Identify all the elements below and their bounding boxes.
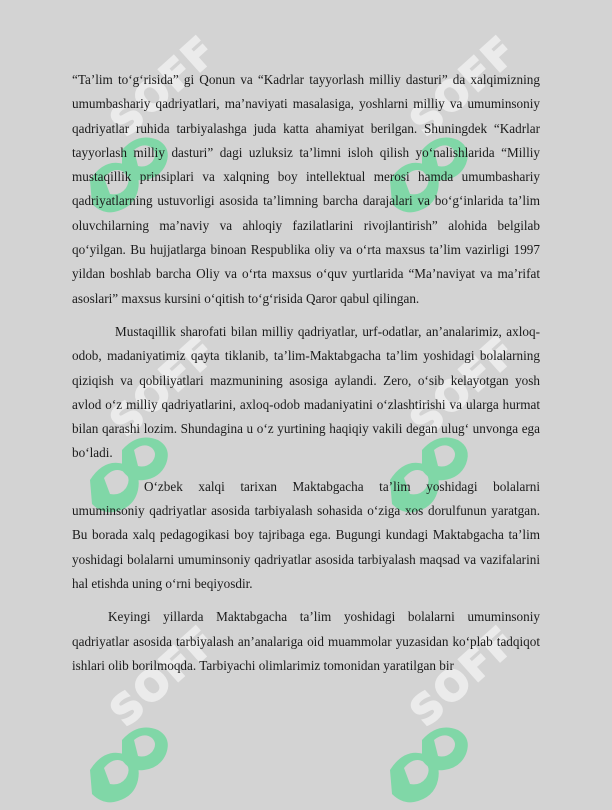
paragraph-3: O‘zbek xalqi tarixan Maktabgacha ta’lim yoshidagi bolalarni umuminsoniy qadriyatlar asosida tarbiyalash sohasida o‘ziga xos dorulfunun yaratgan. Bu borada xalq pedagogikasi boy tajribaga ega. Bugungi kundagi Maktabgacha ta’lim yoshidagi bolalarni umuminsoniy qadriyatlar asosida tarbiyalash maqsad va vazifalarini hal etishda uning o‘rni beqiyosdir. <box>72 478 540 591</box>
paragraph-2: Mustaqillik sharofati bilan milliy qadriyatlar, urf-odatlar, an’analarimiz, axloq-odob, madaniyatimiz qayta tiklanib, ta’lim-Maktabgacha ta’lim yoshidagi bolalarning qiziqish va qobiliyatlari mazmunining asosiga aylandi. Zero, o‘sib kelayotgan yosh avlod o‘z milliy qadriyatlarini, axloq-odob madaniyatini o‘zlashtirishi va ularga hurmat bilan qarashi lozim. Shundagina u o‘z yurtining haqiqiy vakili degan ulug‘ unvonga ega bo‘ladi. <box>72 323 540 461</box>
document-page <box>72 68 540 678</box>
paragraph-1: “Ta’lim to‘g‘risida” gi Qonun va “Kadrlar tayyorlash milliy dasturi” da xalqimizning umumbashariy qadriyatlari, ma’naviyati masalasiga, yoshlarni milliy va umuminsoniy qadriyatlar ruhida tarbiyalashga juda katta ahamiyat berilgan. Shuningdek “Kadrlar tayyorlash milliy dasturi” dagi uzluksiz ta’limni isloh qilish yo‘nalishlarida “Milliy mustaqillik prinsiplari va xalqning boy intellektual merosi hamda umumbashariy qadriyatlarning ustuvorligi asosida ta’limning barcha darajalari va bo‘g‘inlarida ta’lim oluvchilarning ma’naviy va ahloqiy fazilatlarini rivojlantirish” alohida belgilab qo‘yilgan. Bu hujjatlarga binoan Respublika oliy va o‘rta maxsus ta’lim vazirligi 1997 yildan boshlab barcha Oliy va o‘rta maxsus o‘quv yurtlarida “Ma’naviyat va ma’rifat asoslari” maxsus kursini o‘qitish to‘g‘risida Qaror qabul qilingan. <box>72 72 540 306</box>
paragraph-4: Keyingi yillarda Maktabgacha ta’lim yoshidagi bolalarni umuminsoniy qadriyatlar asosida tarbiyalash an’analariga oid muammolar yuzasidan ko‘plab tadqiqot ishlari olib borilmoqda. Tarbiyachi olimlarimiz tomonidan yaratilgan bir <box>72 609 540 673</box>
